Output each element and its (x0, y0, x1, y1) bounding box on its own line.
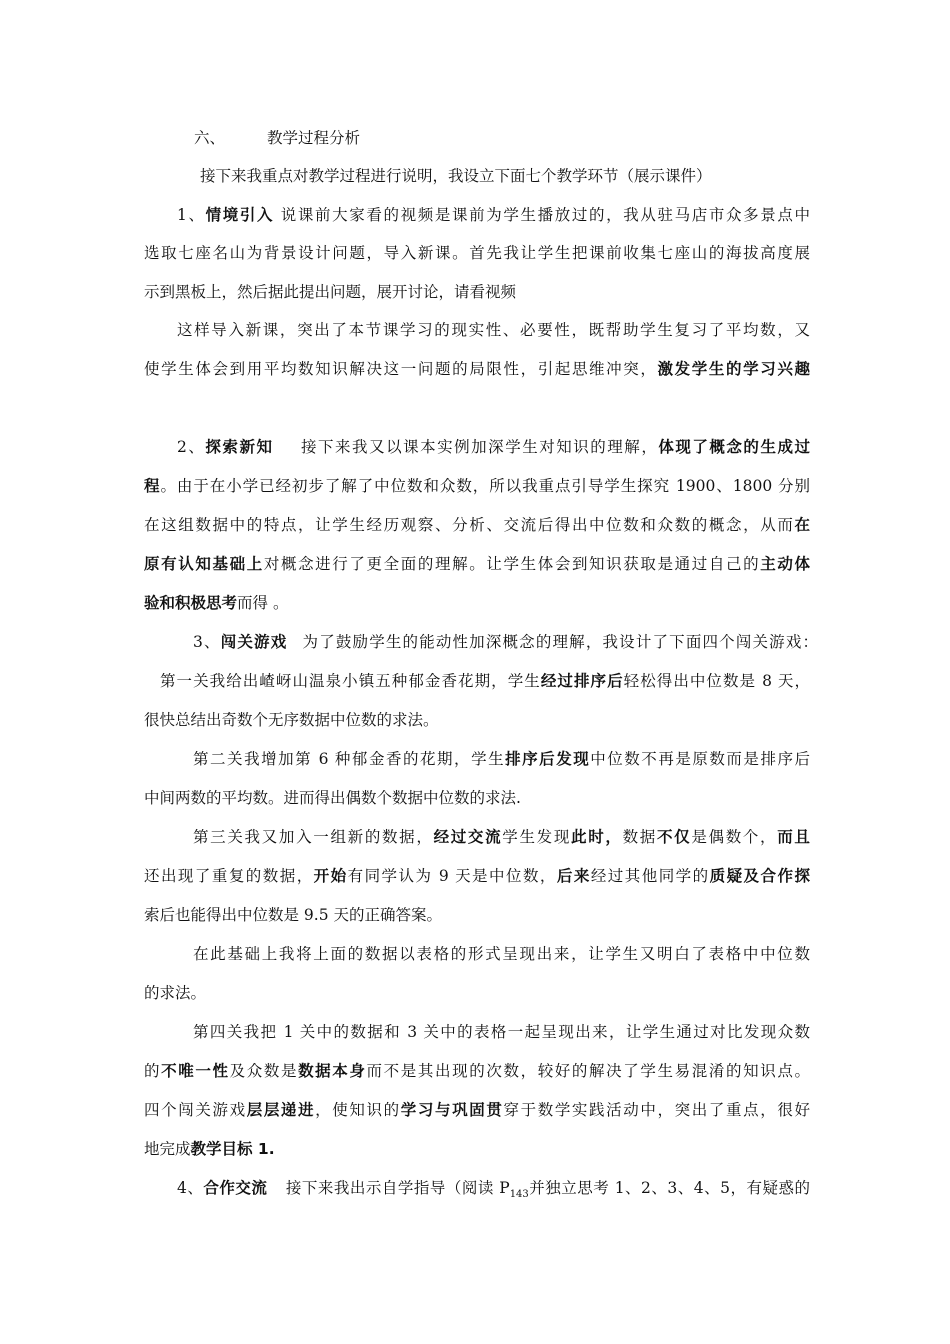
step3-line1: 3、闯关游戏 为了鼓励学生的能动性加深概念的理解，我设计了下面四个闯关游戏： (193, 633, 818, 651)
game3-line2: 还出现了重复的数据，开始有同学认为 9 天是中位数，后来经过其他同学的质疑及合作探 (144, 867, 810, 885)
step1-p2-line1: 这样导入新课，突出了本节课学习的现实性、必要性，既帮助学生复习了平均数，又 (177, 321, 810, 339)
step4-label: 4、 (177, 1179, 204, 1197)
step1-title: 情境引入 (205, 206, 275, 224)
game3-line1: 第三关我又加入一组新的数据，经过交流学生发现此时，数据不仅是偶数个，而且 (193, 828, 810, 846)
step2-label: 2、 (177, 438, 206, 456)
intro-paragraph: 接下来我重点对教学过程进行说明，我设立下面七个教学环节（展示课件） (200, 167, 712, 185)
step2-line3: 在这组数据中的特点，让学生经历观察、分析、交流后得出中位数和众数的概念，从而在 (144, 516, 810, 534)
step3-title: 闯关游戏 (220, 633, 288, 651)
step2-line4: 原有认知基础上对概念进行了更全面的理解。让学生体会到知识获取是通过自己的主动体 (144, 555, 810, 573)
section-title: 教学过程分析 (267, 129, 361, 147)
table-line1: 在此基础上我将上面的数据以表格的形式呈现出来，让学生又明白了表格中中位数 (193, 945, 810, 963)
table-line2: 的求法。 (144, 984, 207, 1002)
game1-line1: 第一关我给出嵖岈山温泉小镇五种郁金香花期，学生经过排序后轻松得出中位数是 8 天， (160, 672, 810, 690)
step1-label: 1、 (177, 206, 206, 224)
step1-line2: 选取七座名山为背景设计问题，导入新课。首先我让学生把课前收集七座山的海拔高度展 (144, 244, 810, 262)
step2-title: 探索新知 (205, 438, 274, 456)
step4-line1: 4、合作交流 接下来我出示自学指导（阅读 $P_{143}$并独立思考 1、2、3、4、5，有疑惑的 (177, 1179, 810, 1201)
game3-line3: 索后也能得出中位数是 9.5 天的正确答案。 (144, 906, 443, 924)
step1-line1: 1、情境引入 说课前大家看的视频是课前为学生播放过的，我从驻马店市众多景点中 (177, 206, 810, 224)
step3-label: 3、 (193, 633, 221, 651)
game4-line4: 地完成教学目标 1. (144, 1140, 275, 1158)
step2-line2: 程。由于在小学已经初步了解了中位数和众数，所以我重点引导学生探究 1900、1800 分别 (144, 477, 810, 495)
game4-line1: 第四关我把 1 关中的数据和 3 关中的表格一起呈现出来，让学生通过对比发现众数 (193, 1023, 810, 1041)
game2-line2: 中间两数的平均数。进而得出偶数个数据中位数的求法. (144, 789, 521, 807)
step1-line3: 示到黑板上，然后据此提出问题，展开讨论，请看视频 (144, 283, 517, 301)
game1-line2: 很快总结出奇数个无序数据中位数的求法。 (144, 711, 439, 729)
section-number: 六、 (194, 129, 226, 147)
step2-line1: 2、探索新知 接下来我又以课本实例加深学生对知识的理解，体现了概念的生成过 (177, 438, 810, 456)
section-heading (194, 128, 360, 148)
step1-p2-line2: 使学生体会到用平均数知识解决这一问题的局限性，引起思维冲突，激发学生的学习兴趣 (144, 360, 810, 378)
step4-title: 合作交流 (203, 1179, 268, 1197)
game4-line3: 四个闯关游戏层层递进，使知识的学习与巩固贯穿于数学实践活动中，突出了重点，很好 (144, 1101, 810, 1119)
step2-line5: 验和积极思考而得 。 (144, 594, 289, 612)
game2-line1: 第二关我增加第 6 种郁金香的花期，学生排序后发现中位数不再是原数而是排序后 (193, 750, 810, 768)
game4-line2: 的不唯一性及众数是数据本身而不是其出现的次数，较好的解决了学生易混淆的知识点。 (144, 1062, 810, 1080)
